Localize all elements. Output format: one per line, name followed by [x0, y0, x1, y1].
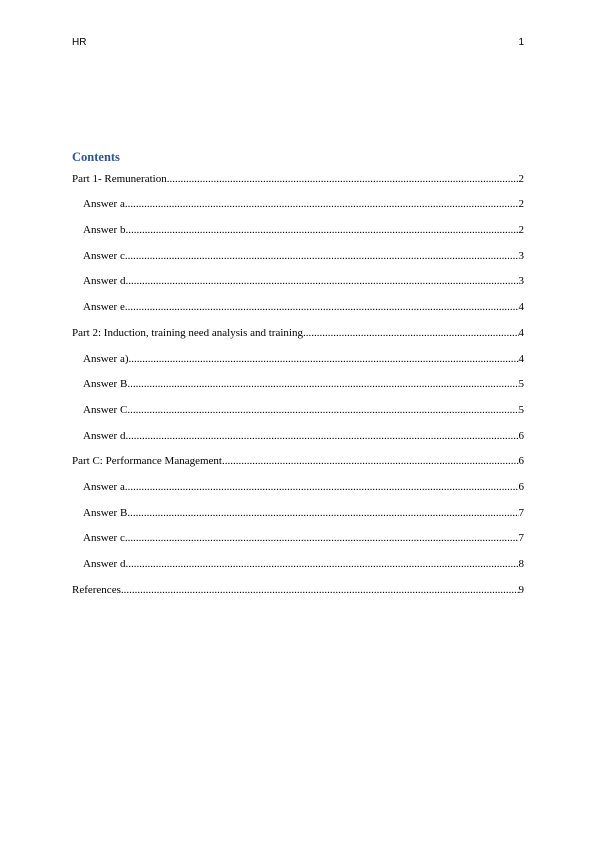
toc-entry[interactable]: Answer B ..... 5 — [83, 378, 524, 390]
toc-entry[interactable]: Part 2: Induction, training need analysis and training ..... 4 — [72, 327, 524, 339]
toc-entry[interactable]: References ..... 9 — [72, 584, 524, 596]
toc-entry[interactable]: Answer c ..... 3 — [83, 250, 524, 262]
toc-entry[interactable]: Part C: Performance Management ..... 6 — [72, 455, 524, 467]
toc-entry[interactable]: Answer e ..... 4 — [83, 301, 524, 313]
toc-entry[interactable]: Answer a) ..... 4 — [83, 353, 524, 365]
toc-entry[interactable]: Answer B ..... 7 — [83, 507, 524, 519]
toc-entry[interactable]: Answer C ..... 5 — [83, 404, 524, 416]
page-number: 1 — [518, 37, 524, 48]
toc-entry[interactable]: Answer b ..... 2 — [83, 224, 524, 236]
toc-entry[interactable]: Answer d ..... 8 — [83, 558, 524, 570]
toc-entry[interactable]: Answer a ..... 2 — [83, 198, 524, 210]
page-header-title: HR — [72, 37, 87, 48]
toc-heading: Contents — [72, 150, 120, 164]
toc-entry[interactable]: Answer d ..... 3 — [83, 275, 524, 287]
toc-entry[interactable]: Answer c ..... 7 — [83, 532, 524, 544]
toc-entry[interactable]: Answer a ..... 6 — [83, 481, 524, 493]
toc-entry[interactable]: Part 1- Remuneration ..... 2 — [72, 173, 524, 185]
toc-entry[interactable]: Answer d ..... 6 — [83, 430, 524, 442]
